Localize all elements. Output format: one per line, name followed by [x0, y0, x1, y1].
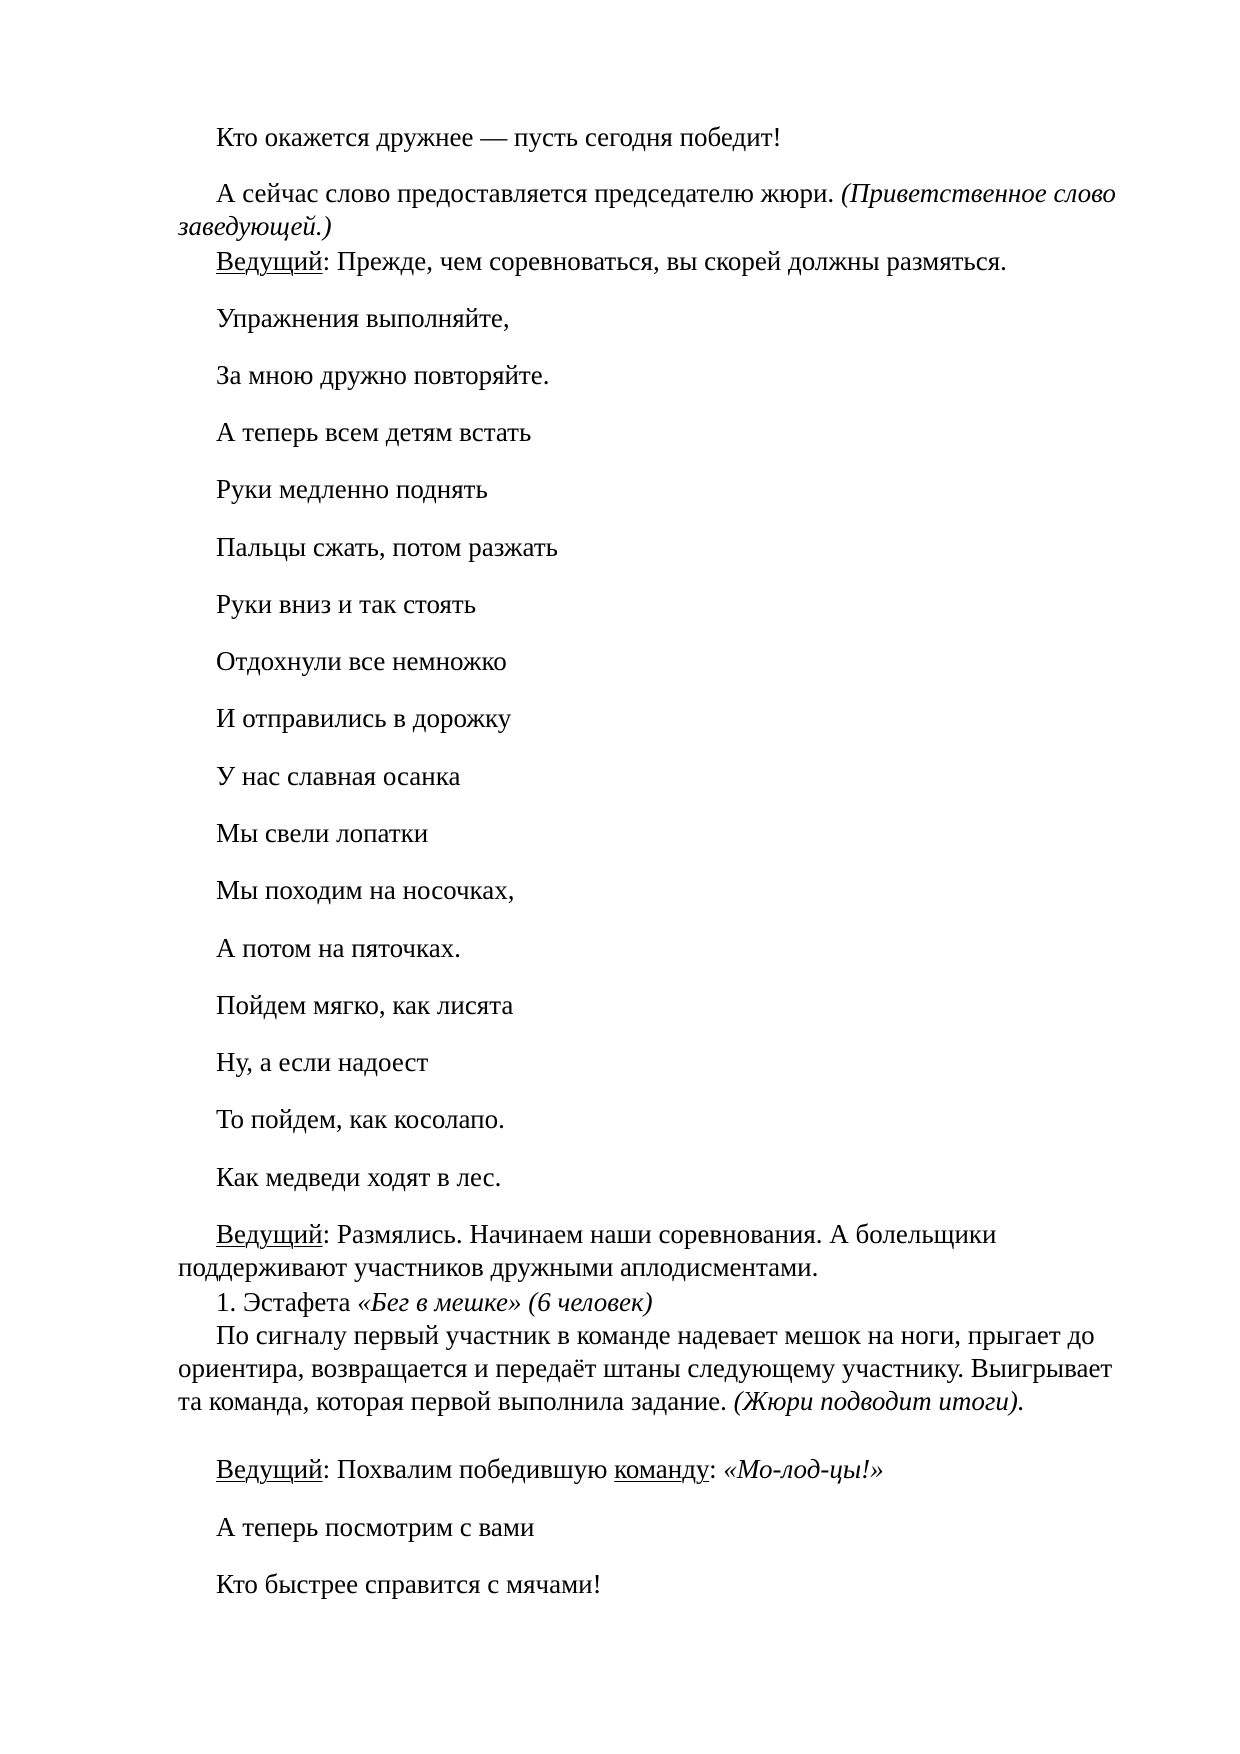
- relay-1-heading: [178, 1286, 1138, 1319]
- warmup-line: [178, 817, 1138, 850]
- warmup-line-text: Мы походим на носочках,: [216, 875, 515, 905]
- warmup-line-text: То пойдем, как косолапо.: [216, 1104, 505, 1134]
- relay-1-prefix: 1. Эстафета: [216, 1287, 358, 1317]
- host-3-word: команду: [614, 1454, 710, 1484]
- warmup-line-text: За мною дружно повторяйте.: [216, 360, 550, 390]
- host-1-text: : Прежде, чем соревноваться, вы скорей должны размяться.: [322, 246, 1007, 276]
- host-line-2: [178, 1218, 1138, 1284]
- warmup-line: [178, 760, 1138, 793]
- warmup-line: [178, 531, 1138, 564]
- warmup-line: [178, 416, 1138, 449]
- warmup-line: [178, 645, 1138, 678]
- host-3-text: : Похвалим победившую: [322, 1454, 615, 1484]
- warmup-line-text: Как медведи ходят в лес.: [216, 1162, 502, 1192]
- warmup-line-text: Руки вниз и так стоять: [216, 589, 477, 619]
- warmup-line: [178, 359, 1138, 392]
- warmup-line-text: У нас славная осанка: [216, 761, 461, 791]
- jury-paragraph: [178, 177, 1138, 243]
- closing-line: [178, 1511, 1138, 1544]
- warmup-line: [178, 702, 1138, 735]
- warmup-line: [178, 588, 1138, 621]
- relay-1-title: «Бег в мешке» (6 человек): [357, 1287, 653, 1317]
- warmup-line: [178, 302, 1138, 335]
- host-label: Ведущий: [216, 1454, 323, 1484]
- warmup-line-text: Мы свели лопатки: [216, 818, 429, 848]
- warmup-line-text: А теперь всем детям встать: [216, 417, 532, 447]
- relay-1-description: [178, 1319, 1138, 1418]
- relay-1-desc: По сигналу первый участник в команде надевает мешок на ноги, прыгает до ориентира, возвращается и передаёт штаны следующему участнику. Выигрывает та команда, которая первой выполнила задание.: [178, 1320, 1113, 1416]
- closing-line-text: А теперь посмотрим с вами: [216, 1512, 535, 1542]
- warmup-line-text: Руки медленно поднять: [216, 474, 488, 504]
- warmup-line-text: Ну, а если надоест: [216, 1047, 429, 1077]
- warmup-line: [178, 932, 1138, 965]
- warmup-line-text: Отдохнули все немножко: [216, 646, 507, 676]
- warmup-line-text: А потом на пяточках.: [216, 933, 461, 963]
- host-3-colon: :: [709, 1454, 724, 1484]
- relay-1-note: (Жюри подводит итоги).: [733, 1386, 1025, 1416]
- warmup-line: [178, 473, 1138, 506]
- warmup-line-text: Пойдем мягко, как лисята: [216, 990, 514, 1020]
- host-label: Ведущий: [216, 246, 323, 276]
- intro-line: [178, 121, 1138, 154]
- closing-line-text: Кто быстрее справится с мячами!: [216, 1569, 602, 1599]
- closing-line: [178, 1568, 1138, 1601]
- warmup-line-text: Пальцы сжать, потом разжать: [216, 532, 558, 562]
- host-2-text: : Размялись. Начинаем наши соревнования. А болельщики поддерживают участников дружными аплодисментами.: [178, 1219, 997, 1282]
- warmup-line: [178, 874, 1138, 907]
- warmup-line: [178, 989, 1138, 1022]
- intro-text: Кто окажется дружнее — пусть сегодня победит!: [216, 122, 782, 152]
- warmup-line-text: Упражнения выполняйте,: [216, 303, 510, 333]
- host-label: Ведущий: [216, 1219, 323, 1249]
- warmup-line: [178, 1161, 1138, 1194]
- jury-text: А сейчас слово предоставляется председателю жюри.: [216, 178, 841, 208]
- warmup-line: [178, 1103, 1138, 1136]
- warmup-line-text: И отправились в дорожку: [216, 703, 512, 733]
- host-3-cheer: «Мо-лод-цы!»: [723, 1454, 884, 1484]
- jury-note: (Приветственное слово заведующей.): [178, 178, 1116, 241]
- warmup-line: [178, 1046, 1138, 1079]
- host-line-3: [178, 1453, 1138, 1486]
- host-line-1: [178, 245, 1138, 278]
